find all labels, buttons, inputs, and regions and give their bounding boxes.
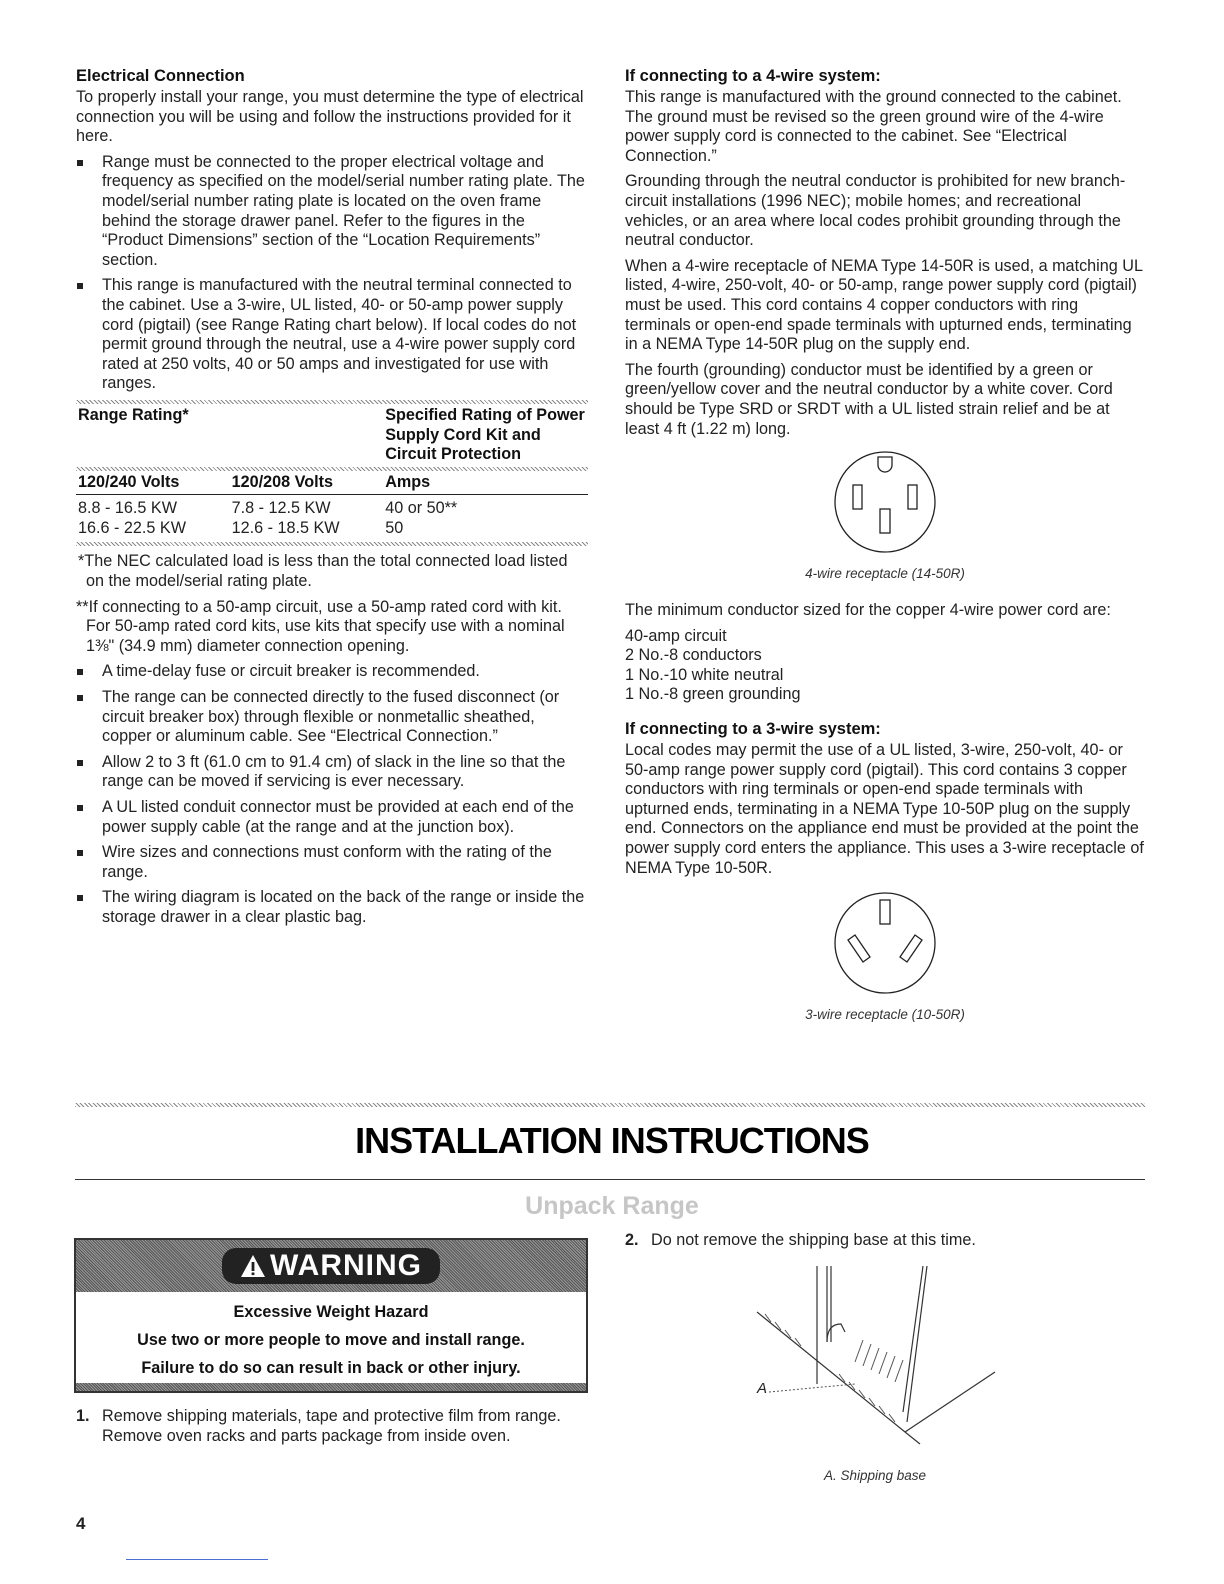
table-cell: 8.8 - 16.5 KW bbox=[78, 499, 177, 518]
footer-line bbox=[126, 1559, 268, 1560]
electrical-intro: To properly install your range, you must determine the type of electrical connection you will be using and follow the instructions provided for it here. bbox=[76, 88, 584, 146]
step-text: Remove shipping materials, tape and protective film from range. Remove oven racks and parts package from inside oven. bbox=[102, 1407, 561, 1445]
wire-list bbox=[625, 627, 1145, 705]
three-wire-receptacle-figure bbox=[625, 888, 1145, 1022]
four-wire-para-2: Grounding through the neutral conductor is prohibited for new branch-circuit installations (1996 NEC); mobile homes; and recreational vehicles, or an area where local codes prohibit grounding through the neutral conductor. bbox=[625, 172, 1126, 250]
title-rule bbox=[75, 1179, 1145, 1180]
four-wire-para-3: When a 4-wire receptacle of NEMA Type 14-50R is used, a matching UL listed, 4-wire, 250-volt, 40- or 50-amp, range power supply cord (pigtail) must be used. This cord contains 4 copper conductors with ring terminals or open-end spade terminals with upturned ends, terminating in a NEMA Type 14-50R plug on the supply end. bbox=[625, 256, 1143, 354]
fifty-amp-note: **If connecting to a 50-amp circuit, use a 50-amp rated cord with kit. For 50-amp rated cord kits, use kits that specify use with a nominal 1⅜" (34.9 mm) diameter connection opening. bbox=[76, 597, 565, 655]
list-item: Range must be connected to the proper electrical voltage and frequency as specified on the model/serial number rating plate. The model/serial number rating plate is located on the oven frame behind the storage drawer panel. Refer to the figures in the “Product Dimensions” section of the “Location Requirements” section. bbox=[76, 153, 588, 271]
step-number: 1. bbox=[76, 1407, 90, 1425]
step-number: 2. bbox=[625, 1231, 639, 1249]
warning-triangle-icon bbox=[240, 1254, 266, 1278]
four-wire-caption: 4-wire receptacle (14-50R) bbox=[805, 566, 965, 582]
three-wire-heading: If connecting to a 3-wire system: bbox=[625, 720, 881, 739]
installation-title: INSTALLATION INSTRUCTIONS bbox=[355, 1120, 869, 1161]
table-cell: 7.8 - 12.5 KW bbox=[231, 499, 331, 518]
table-cell: 12.6 - 18.5 KW bbox=[231, 518, 340, 537]
bottom-bullet-list bbox=[76, 662, 588, 927]
list-item: The range can be connected directly to the fused disconnect (or circuit breaker box) through flexible or nonmetallic sheathed, copper or aluminum cable. See “Electrical Connection.” bbox=[76, 688, 588, 747]
top-bullet-list bbox=[76, 153, 588, 394]
warning-hazard: Excessive Weight Hazard bbox=[233, 1303, 429, 1321]
four-wire-heading: If connecting to a 4-wire system: bbox=[625, 67, 881, 85]
electrical-connection-heading: Electrical Connection bbox=[76, 67, 245, 85]
list-item: A UL listed conduit connector must be provided at each end of the power supply cable (at the range and at the junction box). bbox=[76, 798, 588, 837]
range-rating-subtable bbox=[76, 471, 588, 539]
figure-label-a: A bbox=[757, 1380, 768, 1397]
warning-line-2: Failure to do so can result in back or other injury. bbox=[141, 1359, 521, 1377]
list-item: Wire sizes and connections must conform with the rating of the range. bbox=[76, 843, 588, 882]
col-208-header: 120/208 Volts bbox=[231, 472, 333, 491]
warning-word: WARNING bbox=[270, 1249, 422, 1282]
list-item: 1 No.-10 white neutral bbox=[625, 665, 784, 684]
range-rating-header: Range Rating* bbox=[78, 405, 189, 424]
table-bottom-rule bbox=[76, 542, 588, 546]
list-item bbox=[625, 1231, 1145, 1251]
shipping-base-illustration bbox=[745, 1262, 1005, 1462]
unpack-range-title: Unpack Range bbox=[525, 1192, 699, 1220]
warning-box bbox=[74, 1238, 588, 1393]
four-wire-para-4: The fourth (grounding) conductor must be identified by a green or green/yellow cover and the neutral conductor by a white cover. Cord should be Type SRD or SRDT with a UL listed strain relief and be at least 4 ft (1.22 m) long. bbox=[625, 360, 1113, 438]
warning-banner bbox=[76, 1240, 586, 1292]
list-item: 40-amp circuit bbox=[625, 626, 727, 645]
section-divider bbox=[75, 1103, 1145, 1107]
specified-rating-header: Specified Rating of Power Supply Cord Kit and Circuit Protection bbox=[385, 405, 585, 464]
page-number: 4 bbox=[76, 1514, 86, 1533]
step-2 bbox=[625, 1231, 1145, 1251]
four-wire-para-1: This range is manufactured with the ground connected to the cabinet. The ground must be revised so the green ground wire of the 4-wire power supply cord is connected to the cabinet. See “Electrical Connection.” bbox=[625, 88, 1122, 165]
list-item: 1 No.-8 green grounding bbox=[625, 685, 801, 704]
col-240-header: 120/240 Volts bbox=[78, 472, 180, 491]
shipping-base-figure bbox=[745, 1262, 1005, 1462]
warning-line-1: Use two or more people to move and install range. bbox=[137, 1331, 525, 1349]
warning-bottom-band bbox=[76, 1383, 586, 1391]
nec-note: *The NEC calculated load is less than the total connected load listed on the model/serial rating plate. bbox=[78, 552, 568, 591]
step-text: Do not remove the shipping base at this time. bbox=[651, 1231, 976, 1249]
step-1 bbox=[76, 1407, 588, 1446]
table-cell: 50 bbox=[385, 518, 404, 537]
list-item: A time-delay fuse or circuit breaker is recommended. bbox=[76, 662, 588, 682]
receptacle-14-50r-icon bbox=[830, 447, 940, 557]
right-column bbox=[625, 66, 1145, 1022]
left-column bbox=[76, 66, 588, 934]
min-conductor-para: The minimum conductor sized for the copper 4-wire power cord are: bbox=[625, 601, 1111, 620]
list-item: This range is manufactured with the neutral terminal connected to the cabinet. Use a 3-wire, UL listed, 40- or 50-amp power supply cord (pigtail) (see Range Rating chart below). If local codes do not permit ground through the neutral, use a 4-wire power supply cord rated at 250 volts, 40 or 50 amps and investigated for use with ranges. bbox=[76, 276, 588, 394]
list-item: The wiring diagram is located on the back of the range or inside the storage drawer in a clear plastic bag. bbox=[76, 888, 588, 927]
list-item: Allow 2 to 3 ft (61.0 cm to 91.4 cm) of slack in the line so that the range can be moved if servicing is ever necessary. bbox=[76, 753, 588, 792]
four-wire-receptacle-figure bbox=[625, 447, 1145, 581]
table-cell: 16.6 - 22.5 KW bbox=[78, 518, 186, 537]
three-wire-para: Local codes may permit the use of a UL listed, 3-wire, 250-volt, 40- or 50-amp range power supply cord (pigtail). This cord contains 3 copper conductors with ring terminals or open-end spade terminals with upturned ends, terminating in a NEMA Type 10-50P plug on the supply end. Connectors on the appliance end must be provided at the point the power supply cord enters the appliance. This uses a 3-wire receptacle of NEMA Type 10-50R. bbox=[625, 741, 1144, 877]
col-amps-header: Amps bbox=[385, 472, 431, 491]
list-item: 2 No.-8 conductors bbox=[625, 646, 762, 665]
table-cell: 40 or 50** bbox=[385, 499, 458, 518]
three-wire-caption: 3-wire receptacle (10-50R) bbox=[805, 1007, 965, 1023]
range-rating-table bbox=[76, 404, 588, 467]
warning-body bbox=[76, 1292, 586, 1378]
table-row bbox=[76, 499, 588, 519]
list-item bbox=[76, 1407, 588, 1446]
shipping-base-caption: A. Shipping base bbox=[823, 1468, 927, 1483]
warning-pill bbox=[222, 1248, 440, 1284]
table-row bbox=[76, 519, 588, 539]
receptacle-10-50r-icon bbox=[830, 888, 940, 998]
